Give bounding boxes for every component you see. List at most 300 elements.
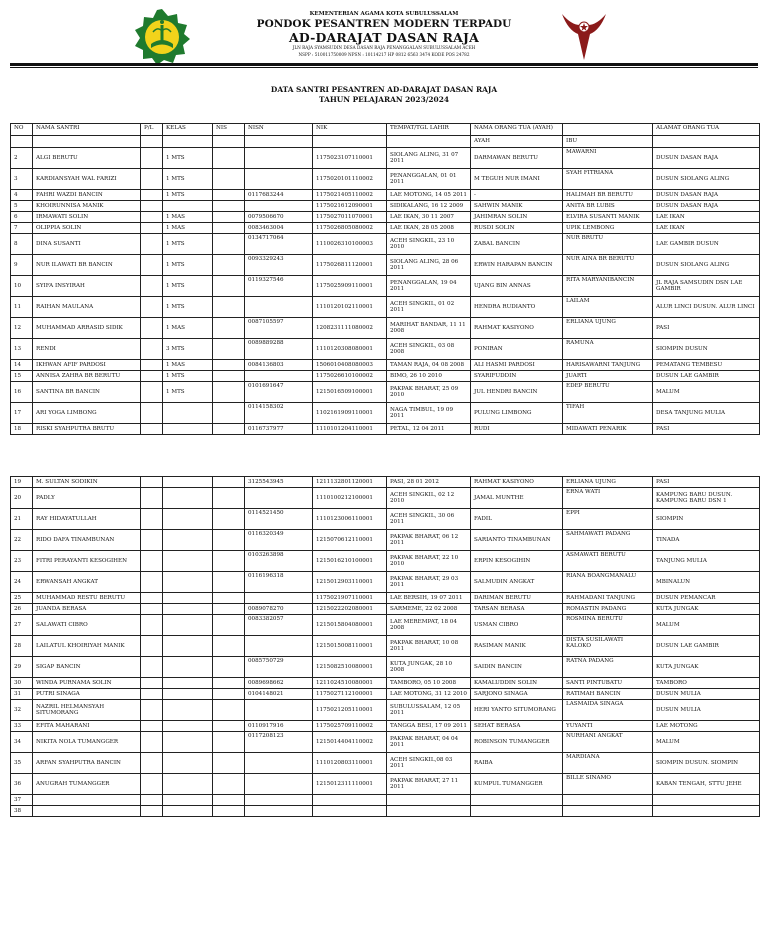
cell-ibu: EDEP BERUTU [563, 382, 653, 403]
cell-nisn [245, 593, 313, 604]
cell-nisn [245, 753, 313, 774]
cell-ibu: RATIMAH BANCIN [563, 689, 653, 700]
cell-ibu: HALIMAH BR BERUTU [563, 190, 653, 201]
cell-nis [213, 297, 245, 318]
cell-ibu [563, 795, 653, 806]
cell-nik: 1215016509100001 [313, 382, 387, 403]
cell-nisn: 0116737977 [245, 424, 313, 435]
cell-kelas: 3 MTS [163, 339, 213, 360]
cell-nama [33, 806, 141, 817]
cell-kelas: 1 MAS [163, 223, 213, 234]
col-header-ortu: NAMA ORANG TUA (AYAH) [471, 124, 563, 136]
cell-kelas [163, 721, 213, 732]
cell-nis [213, 212, 245, 223]
cell-alamat: DUSUN PEMANCAR [653, 593, 760, 604]
cell-nis [213, 403, 245, 424]
cell-kelas [163, 424, 213, 435]
cell-nama: RISKI SYAHPUTRA BRUTU [33, 424, 141, 435]
cell-ayah: SEHAT BERASA [471, 721, 563, 732]
cell-nisn: 0110917916 [245, 721, 313, 732]
cell-nisn: 0116320349 [245, 530, 313, 551]
cell-kelas [163, 530, 213, 551]
cell-kelas [163, 551, 213, 572]
cell-pl [141, 700, 163, 721]
cell-nisn [245, 795, 313, 806]
student-rows-1 [11, 148, 760, 435]
cell-nis [213, 806, 245, 817]
cell-kelas [163, 774, 213, 795]
cell-nis [213, 657, 245, 678]
cell-alamat: PASI [653, 477, 760, 488]
cell-pl [141, 371, 163, 382]
table-row [11, 530, 760, 551]
cell-kelas: 1 MTS [163, 169, 213, 190]
table-row [11, 551, 760, 572]
cell-pl [141, 615, 163, 636]
cell-ibu: ASMAWATI BERUTU [563, 551, 653, 572]
cell-ttl: LAE MEREMPAT, 18 04 2008 [387, 615, 471, 636]
title-line2: TAHUN PELAJARAN 2023/2024 [319, 95, 449, 104]
student-rows-2 [11, 477, 760, 817]
cell-nis [213, 678, 245, 689]
cell-ibu: ANITA BR LUBIS [563, 201, 653, 212]
cell-ayah: KUMPUL TUMANGGER [471, 774, 563, 795]
cell-ayah: ROBINSON TUMANGGER [471, 732, 563, 753]
cell-ayah: RAHMAT KASIYONO [471, 477, 563, 488]
cell-ttl: PAKPAK BHARAT, 04 04 2011 [387, 732, 471, 753]
cell-nama: RAY HIDAYATULLAH [33, 509, 141, 530]
cell-nis [213, 572, 245, 593]
table-row [11, 636, 760, 657]
table-row [11, 371, 760, 382]
cell-no: 14 [11, 360, 33, 371]
student-table-2 [10, 476, 760, 817]
cell-ttl: LAE MOTONG, 14 05 2011 [387, 190, 471, 201]
cell-no: 6 [11, 212, 33, 223]
cell-pl [141, 148, 163, 169]
cell-ttl: PETAL, 12 04 2011 [387, 424, 471, 435]
cell-ibu: SAHMAWATI PADANG [563, 530, 653, 551]
col-header-nis: NIS [213, 124, 245, 136]
cell-alamat: TANJUNG MULIA [653, 551, 760, 572]
cell-ibu: MIDAWATI PENARIK [563, 424, 653, 435]
col-header-ttl: TEMPAT/TGL LAHIR [387, 124, 471, 136]
cell-ayah [471, 795, 563, 806]
cell-ayah: RUDI [471, 424, 563, 435]
cell-alamat: TAMBORO [653, 678, 760, 689]
cell-pl [141, 806, 163, 817]
table-row [11, 477, 760, 488]
cell-pl [141, 530, 163, 551]
cell-ttl: PAKPAK BHARAT, 25 09 2010 [387, 382, 471, 403]
cell-kelas: 1 MTS [163, 255, 213, 276]
cell-ttl: LAE IKAN, 30 11 2007 [387, 212, 471, 223]
cell-nik: 1110026310100003 [313, 234, 387, 255]
cell-ayah: SYARIFUDDIN [471, 371, 563, 382]
cell-no: 2 [11, 148, 33, 169]
cell-ayah: KAMALUDDIN SOLIN [471, 678, 563, 689]
table-row [11, 604, 760, 615]
cell-no: 31 [11, 689, 33, 700]
cell-nama: EFITA MAHARANI [33, 721, 141, 732]
school-name-line2: AD-DARAJAT DASAN RAJA [288, 30, 480, 45]
cell-ttl: PAKPAK BHARAT, 22 10 2010 [387, 551, 471, 572]
cell-alamat: DUSUN SIOLANG ALING [653, 169, 760, 190]
cell-nis [213, 700, 245, 721]
cell-ibu: NUR AINA BR BERUTU [563, 255, 653, 276]
cell-nama: DINA SUSANTI [33, 234, 141, 255]
cell-nisn: 0089078270 [245, 604, 313, 615]
cell-alamat: DUSUN DASAN RAJA [653, 201, 760, 212]
cell-no: 29 [11, 657, 33, 678]
cell-ayah: JAHIMRAN SOLIN [471, 212, 563, 223]
cell-ttl: SIDIKALANG, 16 12 2009 [387, 201, 471, 212]
cell-kelas [163, 604, 213, 615]
cell-ttl: ACEH SINGKIL,08 03 2011 [387, 753, 471, 774]
cell-ayah: DARMAWAN BERUTU [471, 148, 563, 169]
school-registration-ids: NSPP : 510011750009 NPSN : 10114217 HP 0812 6563 3474 KODE POS 24782 [298, 52, 470, 57]
table-row [11, 276, 760, 297]
cell-nik: 1211024510080001 [313, 678, 387, 689]
cell-nik: 1175021405110002 [313, 190, 387, 201]
cell-pl [141, 477, 163, 488]
cell-nisn: 0089698662 [245, 678, 313, 689]
cell-pl [141, 678, 163, 689]
cell-nama: NAZRIL HELMANSYAH SITUMORANG [33, 700, 141, 721]
cell-no: 38 [11, 806, 33, 817]
table-row [11, 657, 760, 678]
cell-alamat: MBINALUN [653, 572, 760, 593]
cell-ibu: ERLIANA UJUNG [563, 318, 653, 339]
cell-ayah: FADIL [471, 509, 563, 530]
table-row [11, 615, 760, 636]
cell-nis [213, 234, 245, 255]
cell-no: 7 [11, 223, 33, 234]
cell-pl [141, 551, 163, 572]
table-row [11, 593, 760, 604]
table-row [11, 255, 760, 276]
cell-nis [213, 477, 245, 488]
cell-nis [213, 201, 245, 212]
cell-nama: RAIHAN MAULANA [33, 297, 141, 318]
cell-ttl: SARMEME, 22 02 2008 [387, 604, 471, 615]
cell-kelas: 1 MTS [163, 190, 213, 201]
cell-no: 18 [11, 424, 33, 435]
cell-nisn: 0117208123 [245, 732, 313, 753]
cell-nis [213, 148, 245, 169]
cell-kelas [163, 732, 213, 753]
cell-nik: 1110120102110001 [313, 297, 387, 318]
cell-nama: ALGI BERUTU [33, 148, 141, 169]
cell-ibu: DISTA SUSILAWATI KALOKO [563, 636, 653, 657]
cell-alamat: SIOMPIN DUSUN [653, 339, 760, 360]
table-subheader-row [11, 136, 760, 148]
cell-pl [141, 255, 163, 276]
cell-pl [141, 488, 163, 509]
cell-nik: 1110120308080001 [313, 339, 387, 360]
cell-ttl: ACEH SINGKIL, 03 08 2008 [387, 339, 471, 360]
cell-kelas [163, 700, 213, 721]
cell-nisn [245, 297, 313, 318]
cell-pl [141, 657, 163, 678]
cell-nis [213, 593, 245, 604]
cell-nama: PADLY [33, 488, 141, 509]
letterhead-rule-thick [10, 63, 758, 66]
cell-nama: RENDI [33, 339, 141, 360]
cell-nik: 1175027112100001 [313, 689, 387, 700]
cell-ttl: PENANGGALAN, 19 04 2011 [387, 276, 471, 297]
cell-pl [141, 774, 163, 795]
letterhead-rule-thin [10, 67, 758, 68]
cell-alamat: DESA TANJUNG MULIA [653, 403, 760, 424]
cell-kelas: 1 MTS [163, 371, 213, 382]
cell-pl [141, 732, 163, 753]
cell-pl [141, 721, 163, 732]
cell-pl [141, 382, 163, 403]
cell-nis [213, 190, 245, 201]
cell-nis [213, 530, 245, 551]
document-title [0, 85, 768, 105]
cell-alamat: DUSUN LAE GAMBIR [653, 636, 760, 657]
cell-nisn: 0093329243 [245, 255, 313, 276]
pesantren-emblem-logo [560, 10, 608, 62]
cell-pl [141, 636, 163, 657]
cell-kelas: 1 MTS [163, 276, 213, 297]
cell-pl [141, 339, 163, 360]
cell-nik: 1215016210100001 [313, 551, 387, 572]
cell-nis [213, 255, 245, 276]
cell-nisn: 0104148021 [245, 689, 313, 700]
table-row [11, 297, 760, 318]
letterhead [0, 0, 768, 66]
cell-ayah: USMAN CIBRO [471, 615, 563, 636]
cell-nis [213, 753, 245, 774]
cell-ayah: SAHWIN MANIK [471, 201, 563, 212]
cell-nama: SANTINA BR BANCIN [33, 382, 141, 403]
cell-no: 36 [11, 774, 33, 795]
cell-nisn [245, 169, 313, 190]
cell-alamat [653, 795, 760, 806]
cell-ibu: RAHMADANI TANJUNG [563, 593, 653, 604]
cell-nama: KARDIANSYAH WAL FARIZI [33, 169, 141, 190]
table-row [11, 318, 760, 339]
table-row [11, 234, 760, 255]
cell-alamat: LAE IKAN [653, 223, 760, 234]
cell-kelas [163, 806, 213, 817]
cell-no: 22 [11, 530, 33, 551]
cell-alamat: KABAN TENGAH, STTU JEHE [653, 774, 760, 795]
cell-no: 9 [11, 255, 33, 276]
cell-nama: NUR ILAWATI BR BANCIN [33, 255, 141, 276]
table-header-row [11, 124, 760, 136]
cell-nik: 1175021907110001 [313, 593, 387, 604]
cell-nis [213, 424, 245, 435]
cell-alamat: PASI [653, 424, 760, 435]
cell-ayah: UJANG BIN ANNAS [471, 276, 563, 297]
cell-ayah: ERWIN HARAPAN BANCIN [471, 255, 563, 276]
cell-nama: ARI YOGA LIMBONG [33, 403, 141, 424]
cell-no: 11 [11, 297, 33, 318]
cell-ayah: RAHMAT KASIYONO [471, 318, 563, 339]
cell-nisn: 0114521450 [245, 509, 313, 530]
cell-no: 10 [11, 276, 33, 297]
cell-no: 17 [11, 403, 33, 424]
cell-kelas [163, 678, 213, 689]
table-row [11, 689, 760, 700]
cell-nis [213, 488, 245, 509]
cell-no: 35 [11, 753, 33, 774]
cell-nisn: 0087105597 [245, 318, 313, 339]
cell-no: 34 [11, 732, 33, 753]
cell-ayah: SARJONO SINAGA [471, 689, 563, 700]
cell-nama: WINDA PURNAMA SOLIN [33, 678, 141, 689]
cell-nis [213, 721, 245, 732]
col-header-nik: NIK [313, 124, 387, 136]
cell-ttl: TAMAN RAJA, 04 08 2008 [387, 360, 471, 371]
cell-alamat: PASI [653, 318, 760, 339]
subheader-blank [245, 136, 313, 148]
cell-nama: SALAWATI CIBRO [33, 615, 141, 636]
table-row [11, 678, 760, 689]
cell-ayah: RAIBA [471, 753, 563, 774]
cell-pl [141, 318, 163, 339]
cell-ibu: BILLE SINAMO [563, 774, 653, 795]
cell-pl [141, 169, 163, 190]
cell-nama: KHOIRUNNISA MANIK [33, 201, 141, 212]
cell-nik: 1215015008110001 [313, 636, 387, 657]
cell-nis [213, 774, 245, 795]
cell-ttl [387, 795, 471, 806]
cell-alamat: LAE GAMBIR DUSUN [653, 234, 760, 255]
cell-ayah: HERI YANTO SITUMORANG [471, 700, 563, 721]
cell-nik [313, 795, 387, 806]
cell-kelas [163, 689, 213, 700]
cell-ibu: HARISAWARNI TANJUNG [563, 360, 653, 371]
cell-kelas [163, 795, 213, 806]
cell-nik: 1211132801120001 [313, 477, 387, 488]
cell-kelas [163, 636, 213, 657]
cell-kelas [163, 572, 213, 593]
subheader-blank [213, 136, 245, 148]
cell-nik: 1175026610100002 [313, 371, 387, 382]
col-header-blank [563, 124, 653, 136]
cell-ibu: ROMASTIN PADANG [563, 604, 653, 615]
cell-nama: IRMAWATI SOLIN [33, 212, 141, 223]
cell-nisn: 0083463004 [245, 223, 313, 234]
cell-ibu: NUR BRUTU [563, 234, 653, 255]
cell-ibu: EPPI [563, 509, 653, 530]
table-row [11, 424, 760, 435]
cell-no: 12 [11, 318, 33, 339]
cell-ibu: RIANA BOANGMANALU [563, 572, 653, 593]
subheader-blank [313, 136, 387, 148]
cell-pl [141, 276, 163, 297]
cell-pl [141, 604, 163, 615]
cell-no: 23 [11, 551, 33, 572]
cell-alamat: KUTA JUNGAK [653, 657, 760, 678]
subheader-blank [141, 136, 163, 148]
col-header-no: NO [11, 124, 33, 136]
cell-nik: 1110120803110001 [313, 753, 387, 774]
cell-no: 24 [11, 572, 33, 593]
cell-ttl: ACEH SINGKIL, 02 12 2010 [387, 488, 471, 509]
cell-nis [213, 223, 245, 234]
cell-nama: SIGAP BANCIN [33, 657, 141, 678]
cell-nis [213, 551, 245, 572]
cell-nama: OLIPPIA SOLIN [33, 223, 141, 234]
cell-no: 15 [11, 371, 33, 382]
cell-ttl: TANGGA BESI, 17 09 2011 [387, 721, 471, 732]
table-row [11, 201, 760, 212]
cell-pl [141, 593, 163, 604]
cell-ttl: PENANGGALAN, 01 01 2011 [387, 169, 471, 190]
cell-nis [213, 604, 245, 615]
cell-pl [141, 572, 163, 593]
cell-ayah: JAMAL MUNTHE [471, 488, 563, 509]
cell-ttl: ACEH SINGKIL, 01 02 2011 [387, 297, 471, 318]
cell-nama: ANNISA ZAHRA BR BERUTU [33, 371, 141, 382]
cell-nik: 1110101204110001 [313, 424, 387, 435]
cell-ibu: LAILAM [563, 297, 653, 318]
cell-ibu: NURHANI ANGKAT [563, 732, 653, 753]
cell-kelas [163, 657, 213, 678]
table-row [11, 190, 760, 201]
cell-nis [213, 339, 245, 360]
cell-kelas [163, 488, 213, 509]
cell-nisn: 0083382057 [245, 615, 313, 636]
cell-ibu: ERNA WATI [563, 488, 653, 509]
cell-nik: 1175026805080002 [313, 223, 387, 234]
col-header-nisn: NISN [245, 124, 313, 136]
cell-no: 30 [11, 678, 33, 689]
cell-ayah: - [471, 190, 563, 201]
cell-ayah: TARSAN BERASA [471, 604, 563, 615]
ministry-line: KEMENTERIAN AGAMA KOTA SUBULUSSALAM [309, 11, 459, 17]
cell-alamat: LAE MOTONG [653, 721, 760, 732]
cell-nik: 1175025709110002 [313, 721, 387, 732]
cell-ttl: ACEH SINGKIL, 23 10 2010 [387, 234, 471, 255]
cell-ayah: ALI HASMI PARDOSI [471, 360, 563, 371]
cell-ibu: UPIK LEMBONG [563, 223, 653, 234]
cell-kelas: 1 MTS [163, 297, 213, 318]
cell-nama: ERWANSAH ANGKAT [33, 572, 141, 593]
school-name-line1: PONDOK PESANTREN MODERN TERPADU [256, 18, 512, 30]
cell-ayah: PONIRAN [471, 339, 563, 360]
cell-nik: 1175025909110001 [313, 276, 387, 297]
cell-pl [141, 212, 163, 223]
cell-ibu: RATNA PADANG [563, 657, 653, 678]
table-row [11, 169, 760, 190]
cell-nama: PUTRI SINAGA [33, 689, 141, 700]
cell-kelas [163, 477, 213, 488]
col-header-alamat: ALAMAT ORANG TUA [653, 124, 760, 136]
cell-no: 13 [11, 339, 33, 360]
cell-no: 25 [11, 593, 33, 604]
cell-alamat [653, 806, 760, 817]
cell-nisn: 0103263898 [245, 551, 313, 572]
cell-nisn [245, 201, 313, 212]
cell-ibu: TIFAH [563, 403, 653, 424]
cell-alamat: DUSUN MULIA [653, 700, 760, 721]
cell-nik: 1215015804080001 [313, 615, 387, 636]
cell-ttl: SUBULUSSALAM, 12 05 2011 [387, 700, 471, 721]
cell-alamat: LAE IKAN [653, 212, 760, 223]
cell-alamat: DUSUN LAE GAMBIR [653, 371, 760, 382]
table-row [11, 148, 760, 169]
cell-nis [213, 732, 245, 753]
cell-no: 16 [11, 382, 33, 403]
cell-nisn [245, 806, 313, 817]
